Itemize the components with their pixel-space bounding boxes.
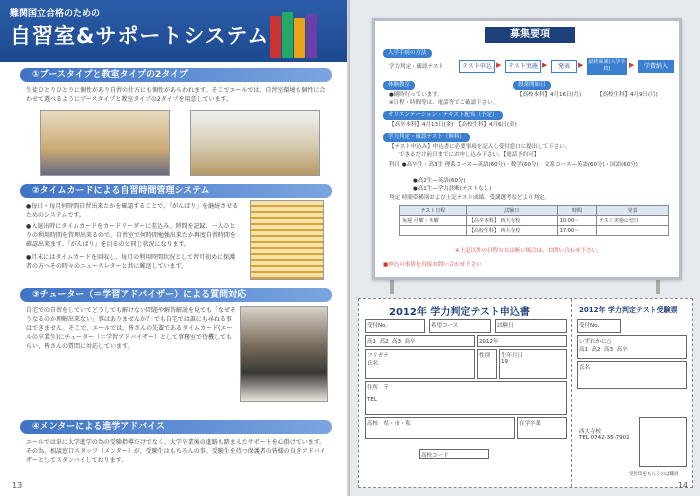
form-title: 2012年 学力判定テスト申込書: [389, 307, 530, 318]
table-cell: 17:00〜: [557, 226, 596, 236]
table-cell: [400, 226, 467, 236]
flow-step-4: 最終面談(入学手続): [587, 58, 627, 75]
school-field[interactable]: 高校 県・市・私: [365, 417, 515, 439]
gender-field[interactable]: 性別: [477, 349, 497, 379]
page-number-right: 14: [677, 481, 688, 490]
table-cell: 10:00〜: [557, 216, 596, 226]
board-title: 募集要項: [485, 27, 575, 43]
date-line-0: 【高校本科】4月16日(月): [517, 92, 582, 98]
orientation-line: 【高卒本科】4月13日(金) 【高校生科】4月6日(金): [389, 122, 517, 128]
section-3-title: ③チューター（＝学習アドバイザー）による質問対応: [20, 288, 332, 302]
stamp-box: [639, 417, 687, 467]
name-copy-field[interactable]: 氏名: [577, 361, 687, 389]
schedule-line-0: ●随時行っています。: [389, 92, 443, 98]
header-title: 自習室&サポートシステム: [10, 24, 270, 48]
table-cell: [596, 226, 668, 236]
date-label: 授業開始日: [513, 81, 551, 90]
test-line-1: できるだけ前日までにお申し込み下さい。【電話予約可】: [399, 152, 540, 158]
notice-line: ※上記以外の日程の方は無い場合は、お問い合わせ下さい。: [455, 248, 603, 254]
page-number-left: 13: [12, 481, 23, 490]
date-line-1: 【高校生科】4月9日(月): [597, 92, 658, 98]
grade-select-copy[interactable]: いずれかに○ 高1 高2 高3 高卒: [577, 335, 687, 359]
section-4-title: ④メンターによる進学アドバイス: [20, 420, 332, 434]
section-3-body: 自宅での自習をしていてどうしても解けない問題や解答解説を見ても「なぜそうなるのか理解出来ない」事はありませんか？ でも自宅では誰にも尋ねる事はできません。そこで、エールでは、皆さんの先輩であるタイムカード(エールの卒業生)にチューター（＝学習アドバイザー）として事務室で待機してもらい、皆さんの質問に対応しています。: [26, 307, 237, 350]
receipt-no-copy-field[interactable]: 受付No.: [577, 319, 621, 333]
table-cell: 毎週 月曜・木曜: [400, 216, 467, 226]
exam-date-field[interactable]: 2012年: [477, 335, 567, 347]
exam-day-field[interactable]: 試験日: [495, 319, 567, 333]
test-line-0: 【テスト申込み】申込書に必要事項を記入し受付窓口に提出して下さい。: [389, 144, 571, 150]
flow-step-5: 学費納入: [638, 60, 674, 73]
flow-step-1: テスト申込: [459, 60, 495, 73]
orientation-label: オリエンテーション・テキスト配布（予定）: [383, 111, 503, 120]
section-2-title: ②タイムカードによる自習時間管理システム: [20, 184, 332, 198]
section-2-bullet-1: ●毎日・毎月何時間自習出来たかを確認することで、「がんばり」を継続させるためのシステムです。: [26, 203, 239, 219]
school-name: 西大寺校: [579, 429, 602, 435]
receipt-title: 2012年 学力判定テスト受験票: [579, 306, 678, 314]
red-note: ■申込の事情を直接お問い合わせ下さい: [383, 262, 482, 268]
flow-step-2: テスト実施: [505, 60, 541, 73]
timecard-photo: [250, 200, 324, 280]
desired-course-field[interactable]: 希望コース: [429, 319, 491, 333]
section-2-bullet-2: ●入退出時にタイムカードをカードリーダーに差込み、時間を記録、一人ひとりの利用時間を管理出来るので、自習室で何時間勉強出来たか再度自習時間を確認出来ます。「がんばり」を目るのと同じ状況になります。: [26, 223, 236, 248]
flow-step-0: 学力判定・確認テスト: [389, 64, 444, 70]
test-line-4: ●高1生—学力診断(テストなし): [413, 186, 492, 192]
table-cell: 【高校生科】 西大寺校: [466, 226, 557, 236]
right-page: [350, 0, 700, 496]
test-line-2: 科目 ●高卒生・高3生 理系コース—英語(60分)・数学(60分) 文系コース—英語(60分)・国語(60分): [389, 162, 638, 168]
exam-schedule-table: [399, 205, 669, 236]
tutor-photo: [240, 306, 328, 402]
header-subtitle: 難関国立合格のための: [10, 9, 101, 19]
test-label: 学力判定・確認テスト（無料）: [383, 133, 470, 142]
flow-label: 入学手続の方法: [383, 49, 432, 58]
section-2-bullet-3: ●月末にはタイムカードを回収し、毎月の利用時間状況として習月初めに保護者の方へその時々のニュースレターと共に郵送しています。: [26, 254, 236, 270]
name-field[interactable]: フリガナ 氏名: [365, 349, 475, 379]
section-4-body: エールでは単に大学進学の為の受験指導だけでなく、大学卒業後の進路も踏まえたサポートを心掛けています。その為、相談窓口スタッフ（メンター）が、受験生はもちろんの事、受験生を持つ保護者の皆様の良きアドバイザーとしてスタンバイしております。: [26, 439, 326, 464]
books-illustration: [270, 10, 324, 58]
table-cell: 【高卒本科】 西大寺校: [466, 216, 557, 226]
test-line-5: 判定 時間帯種別および上記テスト成績、受講選考などより判定。: [389, 195, 551, 201]
table-header: 発表: [596, 206, 668, 216]
schedule-line-1: ※日程・時間等は、電話等でご確認下さい。: [389, 100, 499, 106]
table-header: 時間: [557, 206, 596, 216]
stamp-note: 受付印をもらうのは職員: [629, 472, 679, 477]
section-1-body: 生徒ひとりひとりに個性があり自習の仕方にも個性があらわれます。そこでエールでは、自習室環境も個性に合わせて選べるようにブースタイプと教室タイプの2タイプを用意しています。: [26, 87, 326, 103]
address-field[interactable]: 住所 〒 TEL: [365, 381, 567, 415]
whiteboard: 募集要項 入学手続の方法 学力判定・確認テスト テスト申込 ▶ テスト実施 ▶ 発表 ▶ 最終面談(入学手続) ▶ 学費納入 体験教室 ●随時行っています。 ※日程・時間等は、電話等でご確認下さい。 授業開始日 【高校本科】4月16日(月) 【高校生科】4月9日(月) オリエンテーション・テキスト配布（予定） 【高卒本科】4月13日(金) 【高校生科】4月6日(金) 学力判定・確認テスト（無料） 【テスト申込み】申込書に必要事項を記入し受付窓口に提出して下さい。 できるだけ前日までにお申し込み下さい。【電話予約可】 科目 ●高卒生・高3生 理系コース—英語(60分)・数学(60分) 文系コース—英語(60分)・国語(60分) ●高2生—英語(60分) ●高1生—学力診断(テストなし) 判定 時間帯種別および上記テスト成績、受講選考などより判定。 テスト日程 試験日 時間 発表 毎週 月曜・木曜 【高卒本科】 西大寺校 10:00〜 テスト実施の翌日 【高校生科】 西大寺校 17:00〜 ※上記以外の日程の方は無い場合は、お問い合わせ下さい。 ■申込の事情を直接お問い合わせ下さい: [372, 18, 682, 280]
table-header: 試験日: [466, 206, 557, 216]
grade-select[interactable]: 高1 高2 高3 高卒: [365, 335, 475, 347]
birth-field[interactable]: 生年月日 19: [499, 349, 567, 379]
left-header: [0, 0, 350, 62]
flow-step-3: 発表: [551, 60, 577, 73]
school-code-field[interactable]: 高校コード: [419, 449, 489, 459]
booth-photo: [40, 110, 170, 176]
section-1-title: ①ブースタイプと教室タイプの2タイプ: [20, 68, 332, 82]
receipt-no-field[interactable]: 受付No.: [365, 319, 425, 333]
school-tel: TEL 0742-35-7901: [579, 435, 630, 441]
table-cell: テスト実施の翌日: [596, 216, 668, 226]
test-line-3: ●高2生—英語(60分): [413, 178, 466, 184]
schedule-label: 体験教室: [383, 81, 415, 90]
status-field[interactable]: 在学卒業: [517, 417, 567, 439]
application-form: [358, 298, 693, 488]
table-header: テスト日程: [400, 206, 467, 216]
classroom-photo: [190, 110, 320, 176]
